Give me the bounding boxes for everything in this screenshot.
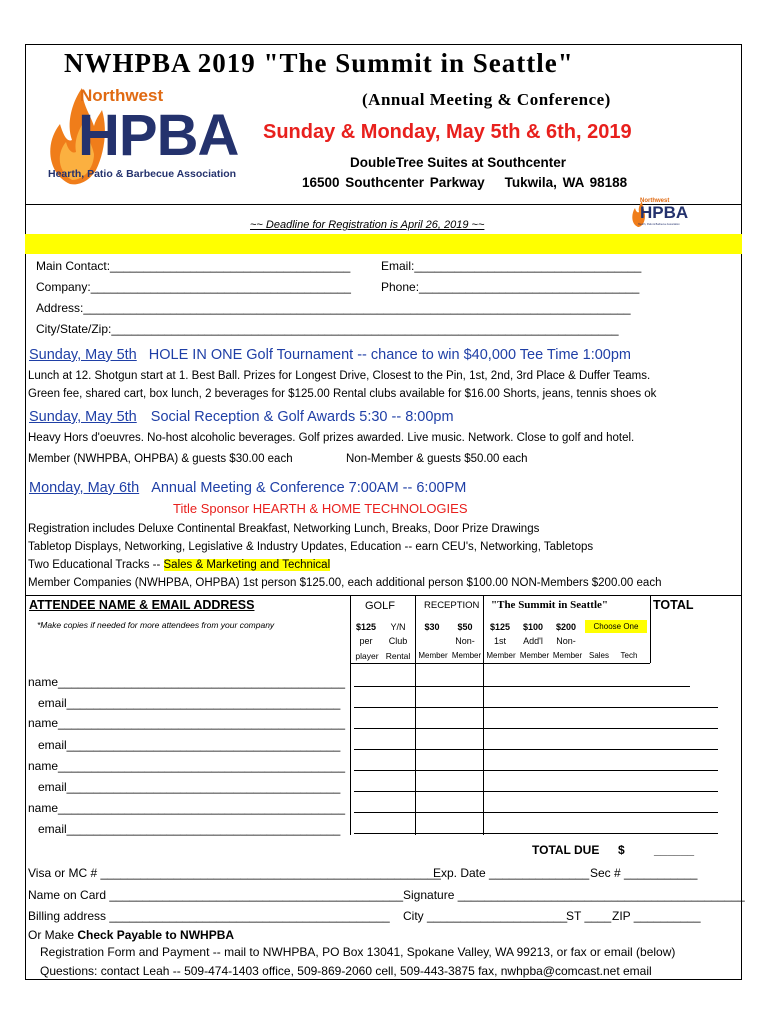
total-due-label: TOTAL DUE [532, 843, 600, 857]
entry-line[interactable] [354, 686, 690, 687]
page-subtitle: (Annual Meeting & Conference) [362, 90, 611, 109]
attendee-3-name[interactable]: name___________________________________________ [28, 759, 345, 773]
golf-line-2: Green fee, shared cart, box lunch, 2 beverages for $125.00 Rental clubs available for $16.00 Shorts, jeans, tennis shoes ok [28, 388, 657, 400]
table-vline [415, 595, 416, 835]
reception-line-1: Heavy Hors d'oeuvres. No-host alcoholic beverages. Golf prizes awarded. Live music. Network. Close to golf and hotel. [28, 432, 635, 444]
entry-line[interactable] [354, 770, 718, 771]
reception-section-title [29, 409, 454, 425]
city: Tukwila, WA 98188 [504, 175, 628, 190]
summit-member-1: Member [486, 651, 516, 660]
exp-date-field[interactable]: Exp. Date _______________ [433, 866, 590, 880]
billing-address-field[interactable]: Billing address __________________________________________ [28, 909, 390, 923]
reception-member-price-cell: $30 [424, 622, 440, 632]
table-vline [350, 595, 351, 835]
name-on-card-field[interactable]: Name on Card ____________________________________________ [28, 888, 404, 902]
golf-price: $125 [355, 622, 377, 632]
title-sponsor: Title Sponsor HEARTH & HOME TECHNOLOGIES [173, 501, 468, 516]
golf-day: Sunday, May 5th [29, 347, 137, 363]
summit-nonmember-price: $200 [555, 622, 577, 632]
entry-line[interactable] [354, 833, 718, 834]
logo-northwest: Northwest [80, 86, 164, 105]
meeting-line-1: Registration includes Deluxe Continental Breakfast, Networking Lunch, Breaks, Door Prize Drawings [28, 523, 540, 535]
city-state-zip-field[interactable]: City/State/Zip:____________________________________________________________________________ [36, 322, 619, 336]
total-header: TOTAL [653, 598, 694, 612]
meeting-event: Annual Meeting & Conference 7:00AM -- 6:00PM [151, 480, 467, 496]
mail-instructions: Registration Form and Payment -- mail to NWHPBA, PO Box 13041, Spokane Valley, WA 99213, or fax or email (below) [40, 945, 676, 959]
reception-event: Social Reception & Golf Awards 5:30 -- 8:00pm [150, 409, 454, 425]
venue-name: DoubleTree Suites at Southcenter [350, 155, 567, 170]
entry-line[interactable] [354, 749, 718, 750]
attendee-note: *Make copies if needed for more attendees from your company [37, 620, 275, 630]
reception-member-price: Member (NWHPBA, OHPBA) & guests $30.00 each [28, 453, 293, 465]
meeting-pricing: Member Companies (NWHPBA, OHPBA) 1st person $125.00, each additional person $100.00 NON-Members $200.00 each [28, 577, 662, 589]
check-payee: Check Payable to NWHPBA [77, 928, 235, 942]
card-number-field[interactable]: Visa or MC # ___________________________________________________ [28, 866, 441, 880]
venue-address [302, 175, 627, 190]
tracks-highlight: Sales & Marketing and Technical [163, 559, 331, 571]
golf-club: Club [388, 636, 408, 646]
attendee-4-email[interactable]: email_________________________________________ [38, 822, 341, 836]
table-header-bottom [350, 663, 650, 664]
tech-track: Tech [620, 651, 638, 660]
event-dates: Sunday & Monday, May 5th & 6th, 2019 [263, 121, 632, 143]
attendee-3-email[interactable]: email_________________________________________ [38, 780, 341, 794]
logo-hpba: HPBA [78, 103, 239, 168]
reception-non: Non- [455, 636, 475, 646]
summit-non: Non- [556, 636, 576, 646]
golf-section-title [29, 347, 631, 363]
questions-contact: Questions: contact Leah -- 509-474-1403 office, 509-869-2060 cell, 509-443-3875 fax, nwhpba@comcast.net email [40, 964, 652, 978]
reception-header: RECEPTION [424, 600, 480, 611]
summit-addl-price: $100 [522, 622, 544, 632]
signature-field[interactable]: Signature ___________________________________________ [403, 888, 745, 902]
reception-nonmember-price: Non-Member & guests $50.00 each [346, 453, 528, 465]
golf-yn: Y/N [390, 622, 406, 632]
golf-player: player [355, 651, 379, 661]
main-contact-field[interactable]: Main Contact:____________________________________ [36, 259, 351, 273]
summit-1st: 1st [493, 636, 506, 646]
golf-per: per [359, 636, 373, 646]
email-field[interactable]: Email:__________________________________ [381, 259, 642, 273]
total-due-dollar: $ [618, 843, 625, 857]
attendee-2-email[interactable]: email_________________________________________ [38, 738, 341, 752]
entry-line[interactable] [354, 707, 718, 708]
reception-day: Sunday, May 5th [29, 409, 137, 425]
sales-track: Sales [588, 651, 609, 660]
address-field[interactable]: Address:__________________________________________________________________________________ [36, 301, 631, 315]
street-address: 16500 Southcenter Parkway [302, 175, 485, 190]
meeting-line-2: Tabletop Displays, Networking, Legislative & Industry Updates, Education -- earn CEU's, Networking, Tabletops [28, 541, 594, 553]
billing-zip-field[interactable]: ZIP __________ [612, 909, 701, 923]
entry-line[interactable] [354, 728, 718, 729]
deadline-notice: ~~ Deadline for Registration is April 26, 2019 ~~ [250, 219, 485, 231]
attendee-1-name[interactable]: name___________________________________________ [28, 675, 345, 689]
meeting-tracks [28, 559, 330, 571]
hpba-logo [38, 84, 248, 189]
small-logo-tagline: Hearth, Patio & Barbecue Association [638, 223, 680, 226]
entry-line[interactable] [354, 812, 718, 813]
summit-member-2: Member [519, 651, 550, 660]
reception-nonmember-price-cell: $50 [457, 622, 473, 632]
tracks-label: Two Educational Tracks -- [28, 559, 164, 571]
small-logo-hpba: HPBA [640, 203, 689, 222]
highlight-bar [25, 234, 742, 254]
golf-rental: Rental [385, 651, 411, 661]
small-logo [630, 198, 690, 230]
summit-first-price: $125 [489, 622, 511, 632]
table-vline [650, 595, 651, 663]
entry-line[interactable] [354, 791, 718, 792]
billing-state-field[interactable]: ST ____ [566, 909, 612, 923]
attendee-1-email[interactable]: email_________________________________________ [38, 696, 341, 710]
attendee-2-name[interactable]: name___________________________________________ [28, 716, 345, 730]
choose-one-label: Choose One [585, 620, 647, 633]
summit-addl: Add'l [523, 636, 543, 646]
company-field[interactable]: Company:_______________________________________ [36, 280, 351, 294]
golf-line-1: Lunch at 12. Shotgun start at 1. Best Ball. Prizes for Longest Drive, Closest to the Pin, 1st, 2nd, 3rd Place & Duffer Teams. [28, 370, 651, 382]
total-due-field[interactable]: ______ [654, 843, 695, 857]
phone-field[interactable]: Phone:_________________________________ [381, 280, 640, 294]
golf-header: GOLF [365, 600, 395, 612]
meeting-section-title [29, 480, 466, 496]
billing-city-field[interactable]: City _____________________ [403, 909, 568, 923]
summit-member-3: Member [552, 651, 583, 660]
small-logo-northwest: Northwest [640, 198, 670, 204]
page-title: NWHPBA 2019 "The Summit in Seattle" [64, 48, 574, 78]
table-vline [483, 595, 484, 835]
golf-event: HOLE IN ONE Golf Tournament -- chance to win $40,000 Tee Time 1:00pm [148, 347, 632, 363]
summit-header: "The Summit in Seattle" [491, 599, 609, 611]
check-payable [28, 928, 234, 942]
sec-code-field[interactable]: Sec # ___________ [590, 866, 698, 880]
reception-member-2: Member [451, 651, 482, 660]
attendee-4-name[interactable]: name___________________________________________ [28, 801, 345, 815]
logo-tagline: Hearth, Patio & Barbecue Association [48, 168, 237, 180]
reception-member: Member [418, 651, 448, 660]
attendee-header: ATTENDEE NAME & EMAIL ADDRESS [29, 598, 255, 612]
check-prefix: Or Make [28, 928, 78, 942]
meeting-day: Monday, May 6th [29, 480, 140, 496]
table-top-line [26, 595, 742, 596]
